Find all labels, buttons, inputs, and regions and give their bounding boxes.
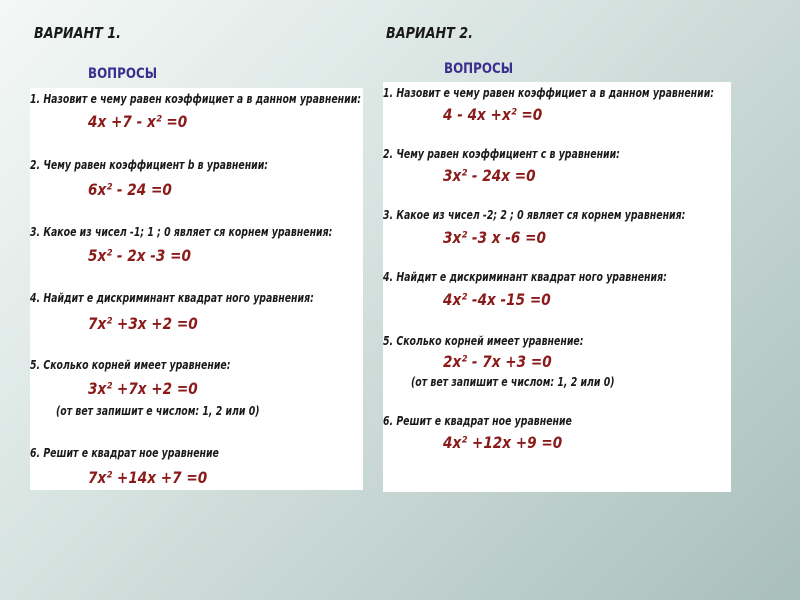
variant-2-questions-title: ВОПРОСЫ: [444, 61, 514, 77]
variant-1-title: ВАРИАНТ 1.: [34, 24, 121, 42]
question-text: 5. Сколько корней имеет уравнение:: [383, 334, 584, 348]
variant-2-panel: [383, 82, 731, 492]
question-text: 4. Найдит е дискриминант квадрат ного уравнения:: [30, 291, 314, 305]
question-item: [383, 270, 747, 284]
question-equation: 6х² - 24 =0: [88, 180, 172, 199]
question-item: [30, 291, 394, 305]
question-text: 3. Какое из чисел -2; 2 ; 0 являет ся корнем уравнения:: [383, 208, 686, 222]
question-item: [30, 158, 335, 172]
question-item: [383, 414, 625, 428]
question-equation: 4х² +12х +9 =0: [443, 433, 563, 452]
question-text: 1. Назовит е чему равен коэффициет а в данном уравнении:: [30, 92, 362, 106]
variant-1-panel: [30, 88, 363, 490]
question-equation: 3х² -3 х -6 =0: [443, 228, 546, 247]
variant-2-title: ВАРИАНТ 2.: [386, 24, 473, 42]
question-text: 1. Назовит е чему равен коэффициет а в данном уравнении:: [383, 86, 715, 100]
question-text: 2. Чему равен коэффициент b в уравнении:: [30, 158, 269, 172]
variant-1-questions-title: ВОПРОСЫ: [88, 66, 158, 82]
question-note: (от вет запишит е числом: 1, 2 или 0): [56, 404, 260, 418]
question-item: [30, 446, 272, 460]
question-item: [383, 208, 771, 222]
question-text: 6. Решит е квадрат ное уравнение: [383, 414, 572, 428]
question-text: 2. Чему равен коэффициент с в уравнении:: [383, 147, 620, 161]
question-note: (от вет запишит е числом: 1, 2 или 0): [411, 375, 615, 389]
question-text: 6. Решит е квадрат ное уравнение: [30, 446, 219, 460]
question-equation: 7х² +14х +7 =0: [88, 468, 208, 487]
question-text: 4. Найдит е дискриминант квадрат ного уравнения:: [383, 270, 667, 284]
question-item: [30, 225, 418, 239]
question-item: [383, 334, 640, 348]
question-equation: 4х +7 - х² =0: [88, 112, 188, 131]
question-equation: 4 - 4х +х² =0: [443, 105, 543, 124]
question-equation: 7х² +3х +2 =0: [88, 314, 198, 333]
question-equation: 2х² - 7х +3 =0: [443, 352, 552, 371]
question-text: 5. Сколько корней имеет уравнение:: [30, 358, 231, 372]
question-equation: 4х² -4х -15 =0: [443, 290, 551, 309]
question-equation: 3х² - 24х =0: [443, 166, 536, 185]
question-equation: 5х² - 2х -3 =0: [88, 246, 191, 265]
question-item: [383, 147, 687, 161]
question-item: [30, 358, 287, 372]
question-text: 3. Какое из чисел -1; 1 ; 0 являет ся корнем уравнения:: [30, 225, 333, 239]
question-item: [383, 86, 800, 100]
question-equation: 3х² +7х +2 =0: [88, 379, 198, 398]
